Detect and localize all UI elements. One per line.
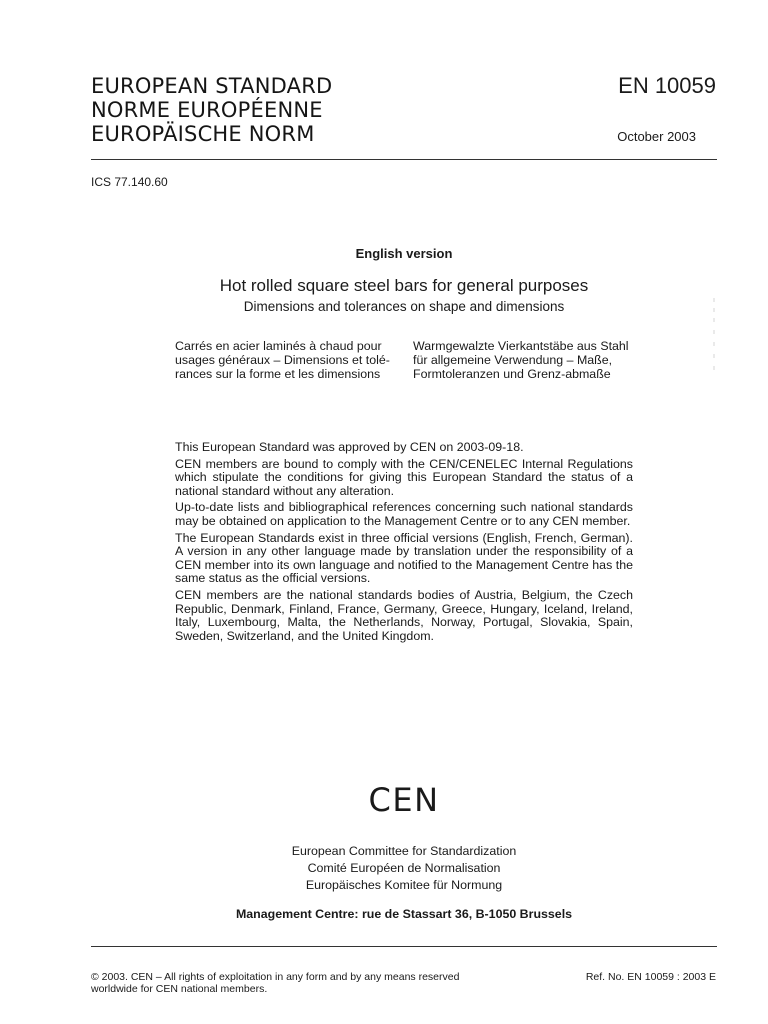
title-french: NORME EUROPÉENNE (91, 98, 323, 122)
standard-title-block (91, 74, 332, 146)
management-centre-address: Management Centre: rue de Stassart 36, B-1050 Brussels (235, 907, 573, 921)
approval-text (175, 441, 633, 646)
footer-divider (91, 946, 717, 947)
header-divider (91, 159, 717, 160)
committee-name-english: European Committee for Standardization (291, 844, 517, 858)
document-title: Hot rolled square steel bars for general purposes (219, 276, 589, 295)
cen-logo: CEN (368, 781, 440, 819)
standard-number: EN 10059 (618, 73, 716, 98)
committee-name-french: Comité Européen de Normalisation (307, 861, 501, 875)
versions-paragraph: The European Standards exist in three official versions (English, French, German). A version in any other language made by translation under the responsibility of a CEN member into its own language and notified to the Management Centre has the same status as the official versions. (175, 530, 633, 586)
ics-code: ICS 77.140.60 (91, 175, 168, 189)
publication-date: October 2003 (617, 129, 696, 144)
document-subtitle: Dimensions and tolerances on shape and dimensions (243, 299, 565, 314)
copyright-notice: © 2003. CEN – All rights of exploitation in any form and by any means reserved worldwide for CEN national members. (91, 971, 460, 995)
committee-names (204, 843, 604, 894)
reference-number: Ref. No. EN 10059 : 2003 E (585, 971, 716, 983)
members-paragraph: CEN members are the national standards bodies of Austria, Belgium, the Czech Republic, Denmark, Finland, France, Germany, Greece, Hungary, Iceland, Ireland, Italy, Luxembourg, Malta, the Netherlands, Norway, Portugal, Slovakia, Spain, Sweden, Switzerland, and the United Kingdom. (175, 587, 633, 643)
committee-name-german: Europäisches Komitee für Normung (305, 878, 503, 892)
margin-marks (711, 296, 719, 376)
german-title: Warmgewalzte Vierkantstäbe aus Stahl für allgemeine Verwendung – Maße, Formtoleranzen und Grenz-abmaße (413, 339, 629, 381)
title-english: EUROPEAN STANDARD (91, 74, 333, 98)
regulations-paragraph: CEN members are bound to comply with the CEN/CENELEC Internal Regulations which stipulate the conditions for giving this European Standard the status of a national standard without any alteration. (175, 456, 633, 498)
version-label: English version (355, 246, 453, 261)
approval-paragraph: This European Standard was approved by CEN on 2003-09-18. (175, 440, 524, 454)
french-title: Carrés en acier laminés à chaud pour usages généraux – Dimensions et tolé-rances sur la forme et les dimensions (175, 339, 390, 381)
references-paragraph: Up-to-date lists and bibliographical references concerning such national standards may be obtained on application to the Management Centre or to any CEN member. (175, 500, 633, 528)
title-german: EUROPÄISCHE NORM (91, 122, 315, 146)
